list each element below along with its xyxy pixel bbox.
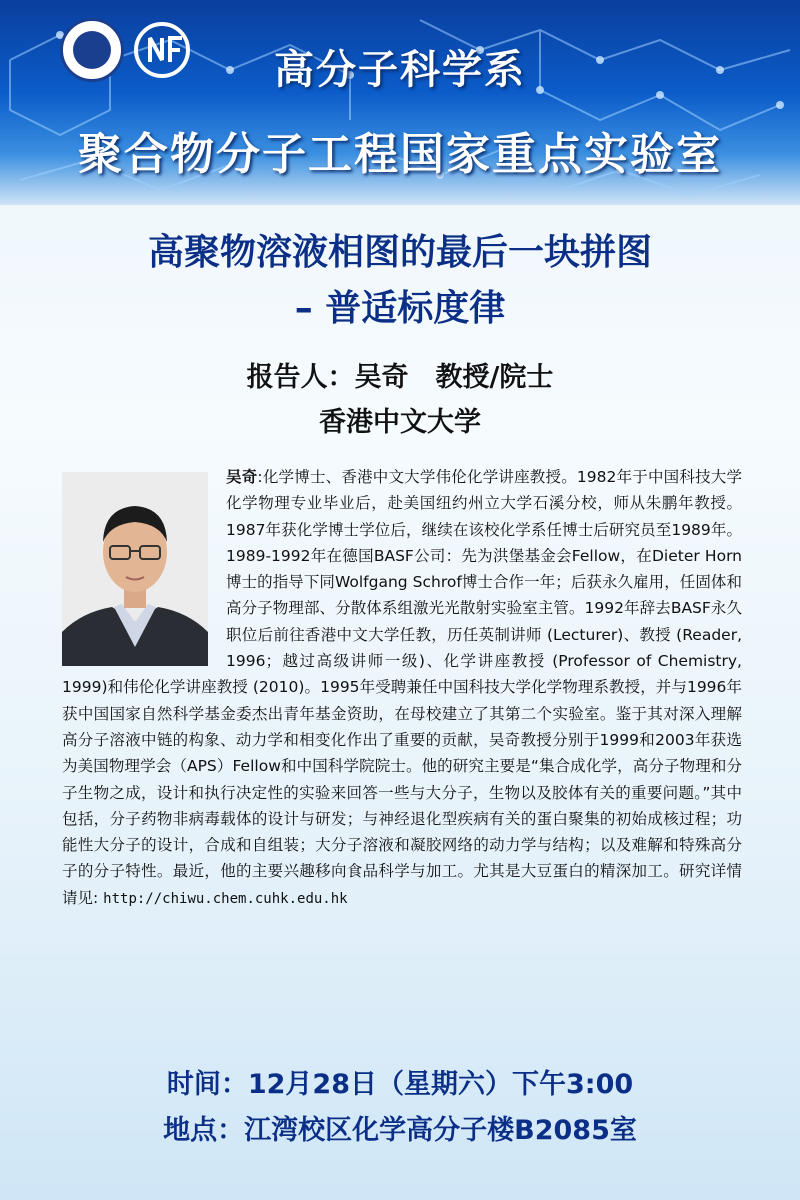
talk-title xyxy=(0,225,800,337)
speaker-biography xyxy=(62,464,742,912)
bio-url-link[interactable]: http://chiwu.chem.cuhk.edu.hk xyxy=(103,890,348,907)
bio-name: 吴奇 xyxy=(226,468,258,486)
bio-text: :化学博士、香港中文大学伟伦化学讲座教授。1982年于中国科技大学化学物理专业毕业后，赴美国纽约州立大学石溪分校，师从朱鹏年教授。1987年获化学博士学位后，继续在该校化学系任博士后研究员至1989年。1989-1992年在德国BASF公司：先为洪堡基金会Fellow，在Dieter Horn博士的指导下同Wolfgang Schrof博士合作一年；后获永久雇用，任固体和高分子物理部、分散体系组激光光散射实验室主管。1992年辞去BASF永久职位后前往香港中文大学任教，历任英制讲师 (Lecturer)、教授 (Reader, 1996；越过高级讲师一级)、化学讲座教授 (Professor of Chemistry, 1999)和伟伦化学讲座教授 (2010)。1995年受聘兼任中国科技大学化学物理系教授，并与1996年获中国国家自然科学基金委杰出青年基金资助，在母校建立了其第二个实验室。鉴于其对深入理解高分子溶液中链的构象、动力学和相变化作出了重要的贡献，吴奇教授分别于1999和2003年获选为美国物理学会（APS）Fellow和中国科学院院士。他的研究主要是“集合成化学，高分子物理和分子生物之成，设计和执行决定性的实验来回答一些与大分子，生物以及胶体有关的重要问题。”其中包括，分子药物非病毒载体的设计与研发；与神经退化型疾病有关的蛋白聚集的初始成核过程；功能性大分子的设计，合成和自组装；大分子溶液和凝胶网络的动力学与结构；以及难解和特殊高分子的分子特性。最近，他的主要兴趣移向食品科学与加工。尤其是大豆蛋白的精深加工。研究详情请见: xyxy=(62,468,742,907)
speaker-affiliation: 香港中文大学 xyxy=(319,407,481,438)
talk-title-line2: – 普适标度律 xyxy=(294,288,506,329)
speaker-line: 报告人：吴奇 教授/院士 xyxy=(246,362,554,393)
event-place: 地点：江湾校区化学高分子楼B2085室 xyxy=(163,1115,637,1146)
talk-title-line1: 高聚物溶液相图的最后一块拼图 xyxy=(147,232,652,273)
header-banner xyxy=(0,0,800,205)
department-title: 高分子科学系 xyxy=(274,47,526,93)
event-time: 时间：12月28日（星期六）下午3:00 xyxy=(166,1069,634,1100)
laboratory-title: 聚合物分子工程国家重点实验室 xyxy=(78,129,722,180)
